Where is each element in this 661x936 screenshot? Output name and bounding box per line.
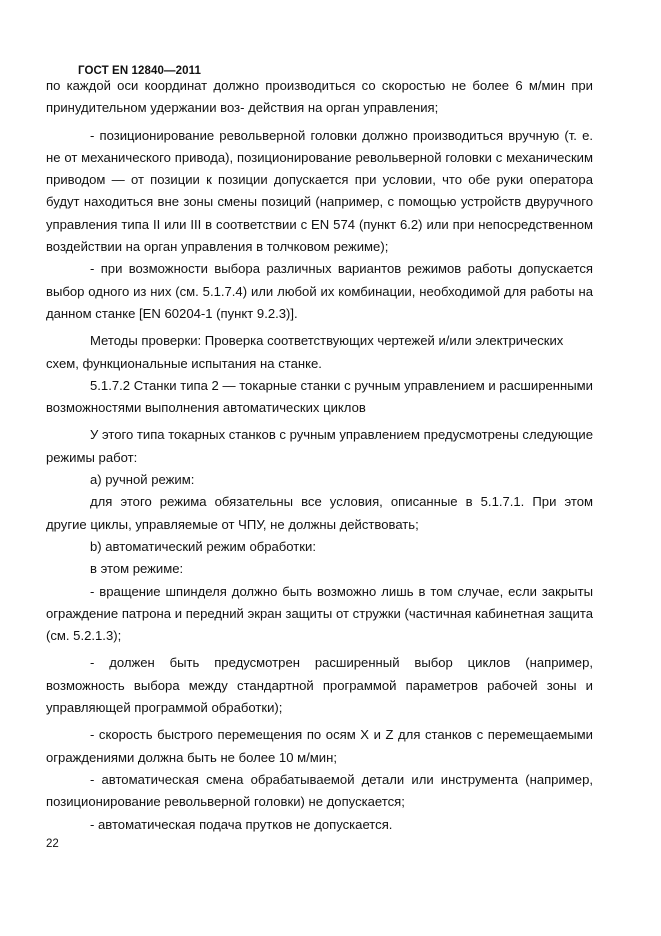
document-header: ГОСТ EN 12840—2011 — [78, 65, 201, 77]
list-item-cycle-selection: - должен быть предусмотрен расширенный выбор циклов (например, возможность выбора между стандартной программой параметров рабочей зоны и управляющей программой обработки); — [46, 655, 593, 716]
list-item-rapid-traverse: - скорость быстрого перемещения по осям X и Z для станков с перемещаемыми ограждениями должна быть не более 10 м/мин; — [46, 727, 593, 765]
paragraph-turret-positioning: - позиционирование револьверной головки должно производиться вручную (т. е. не от механического привода), позиционирование револьверной головки с механическим приводом — от позиции к позиции допускается при условии, что обе руки оператора будут находиться вне зоны смены позиций (например, с помощью устройств двуручного управления типа II или III в соответствии с EN 574 (пункт 6.2) или при непосредственном воздействии на орган управления в толчковом режиме); — [46, 127, 593, 255]
paragraph-mode-selection: - при возможности выбора различных вариантов режимов работы допускается выбор одного из них (см. 5.1.7.4) или любой их комбинации, необходимой для работы на данном станке [EN 60204-1 (пункт 9.2.3)]. — [46, 261, 593, 321]
list-item-automatic-change: - автоматическая смена обрабатываемой детали или инструмента (например, позиционирование револьверной головки) не допускается; — [46, 771, 593, 810]
list-item-automatic-mode: b) автоматический режим обработки: — [90, 538, 316, 554]
paragraph-axis-speed: по каждой оси координат должно производиться со скоростью не более 6 м/мин при принудительном удержании воз- действия на орган управления; — [46, 78, 593, 116]
paragraph-modes-intro: У этого типа токарных станков с ручным управлением предусмотрены следующие режимы работ: — [46, 427, 593, 465]
paragraph-in-this-mode: в этом режиме: — [90, 561, 184, 577]
list-item-bar-feed: - автоматическая подача прутков не допускается. — [90, 816, 393, 832]
list-item-manual-mode: а) ручной режим: — [90, 472, 195, 488]
paragraph-manual-mode-conditions: для этого режима обязательны все условия, описанные в 5.1.7.1. При этом другие циклы, управляемые от ЧПУ, не должны действовать; — [46, 494, 593, 532]
list-item-spindle-rotation: - вращение шпинделя должно быть возможно лишь в том случае, если закрыты ограждение патрона и передний экран защиты от стружки (частичная кабинетная защита (см. 5.2.1.3); — [46, 583, 593, 644]
paragraph-test-methods: Методы проверки: Проверка соответствующих чертежей и/или электрических схем, функциональные испытания на станке. — [46, 333, 564, 371]
document-body — [46, 75, 593, 836]
page-number: 22 — [46, 838, 59, 850]
section-heading-5-1-7-2: 5.1.7.2 Станки типа 2 — токарные станки с ручным управлением и расширенными возможностями выполнения автоматических циклов — [46, 377, 593, 416]
